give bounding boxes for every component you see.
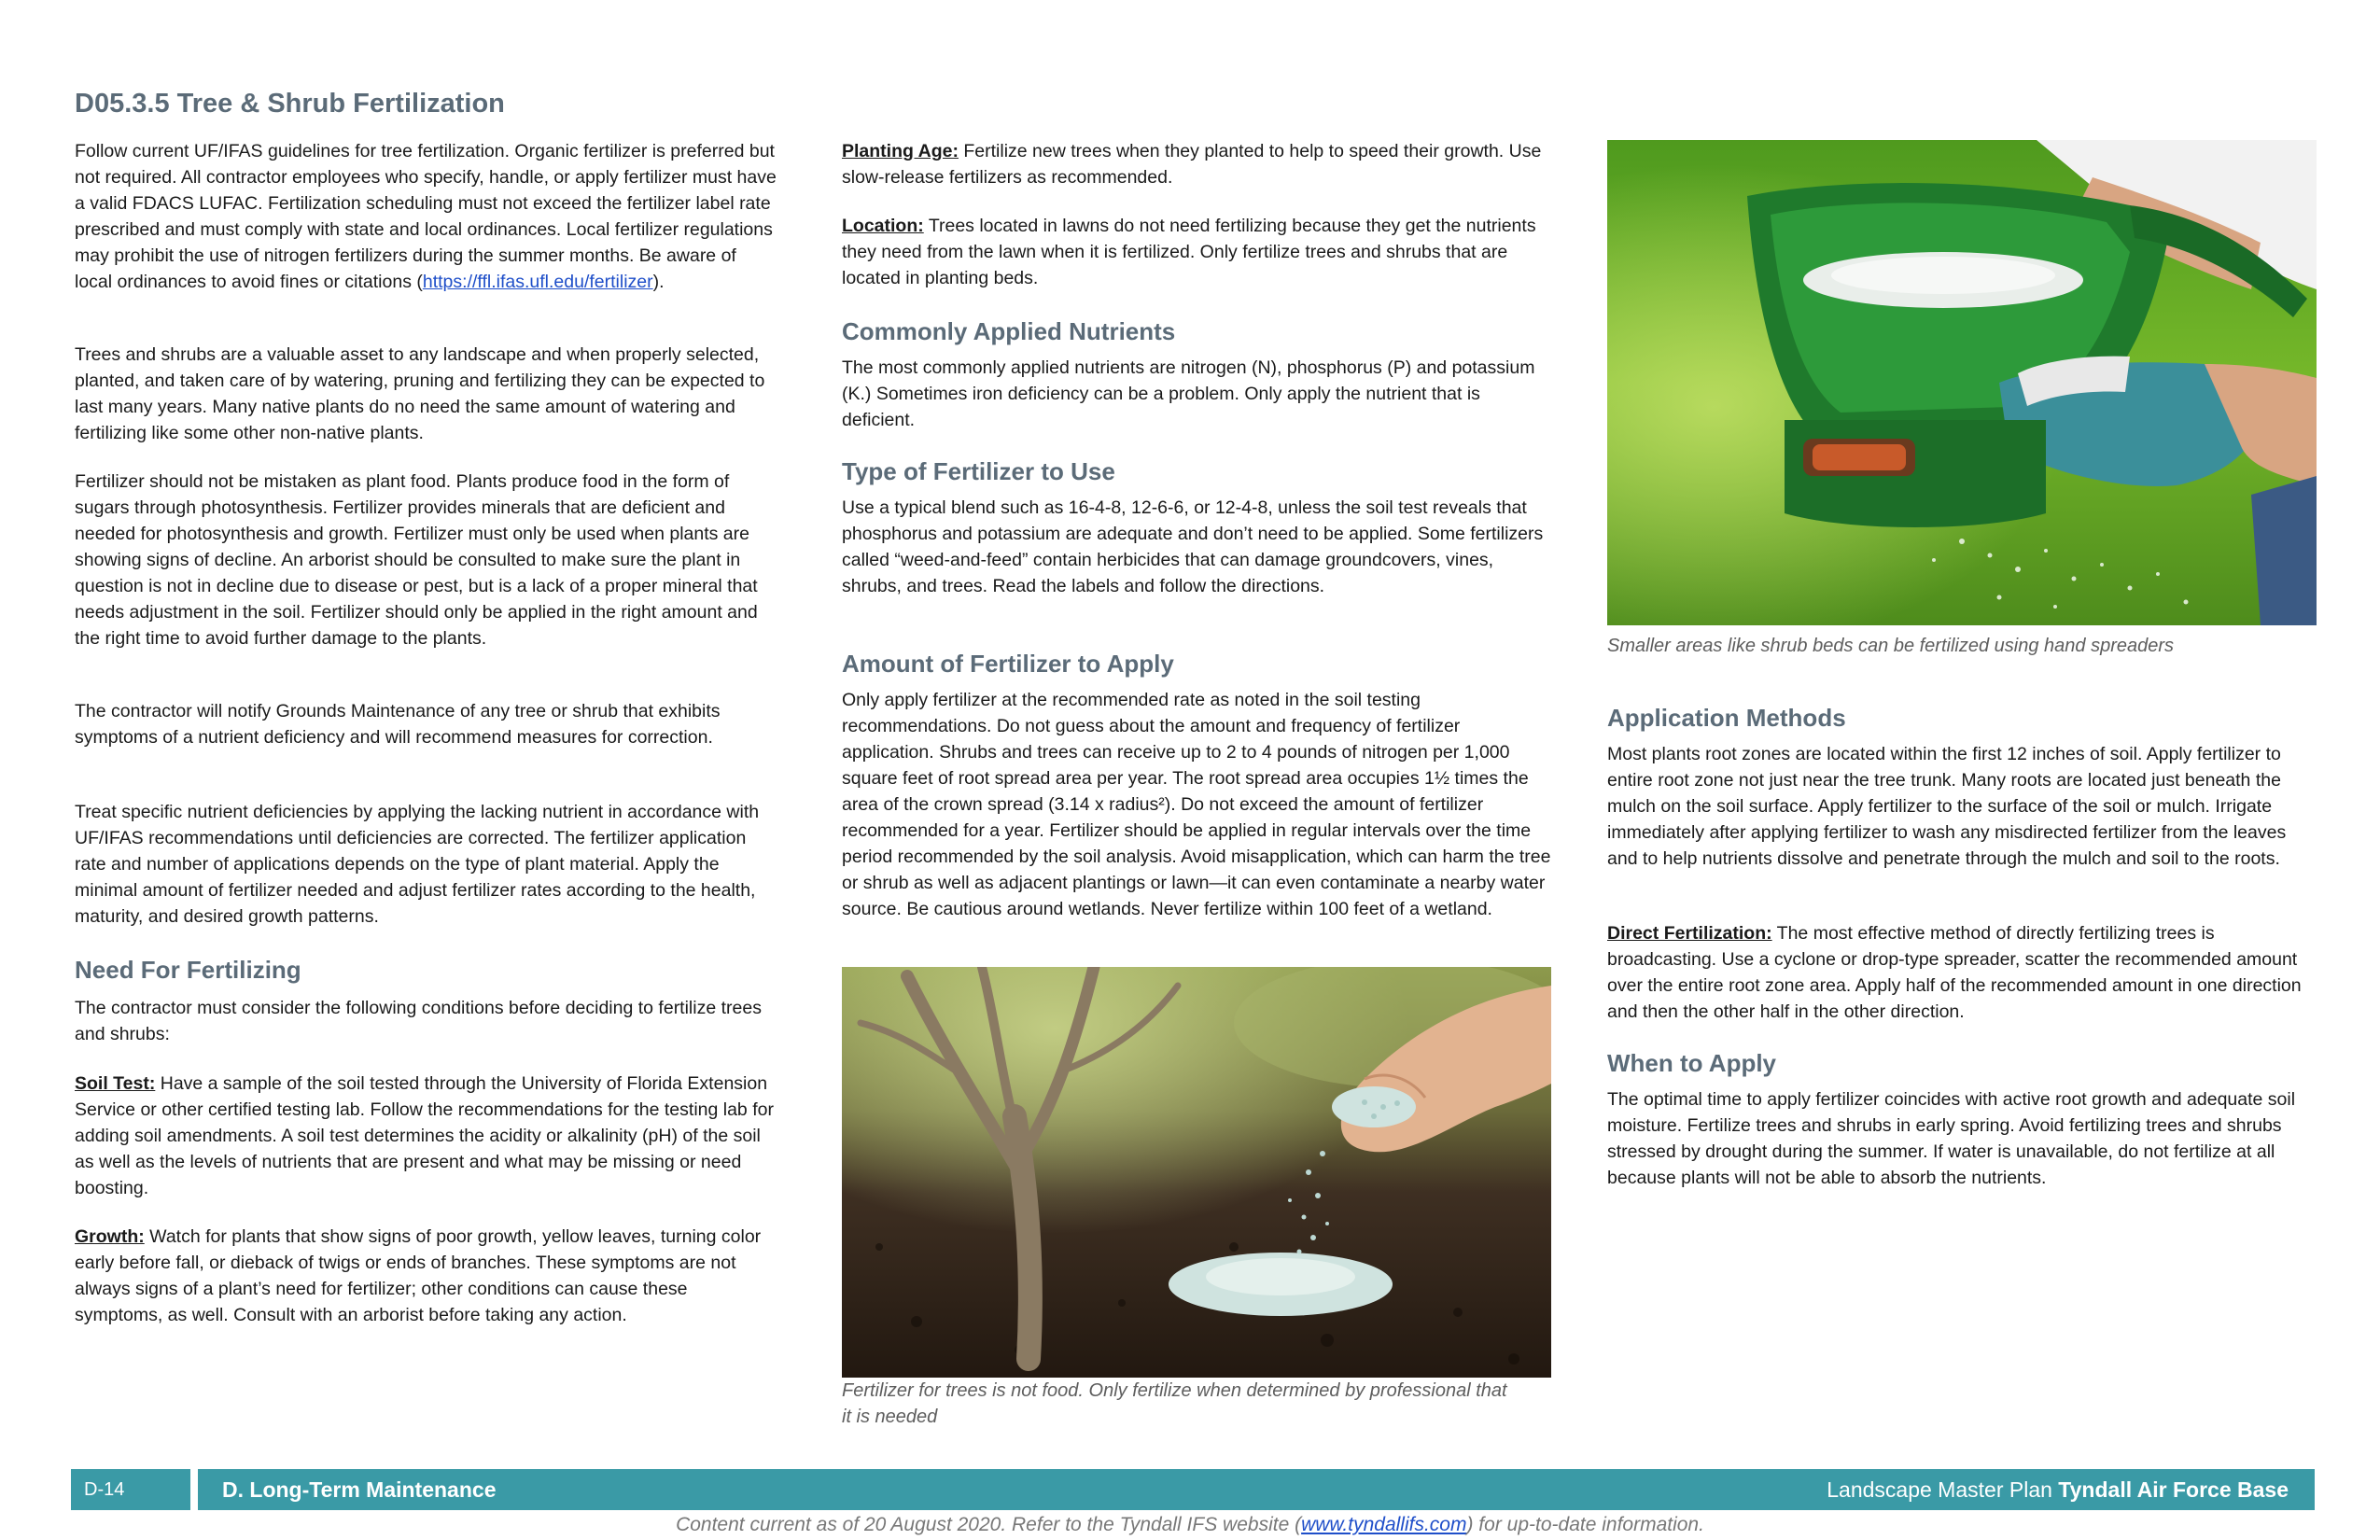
planting-age-paragraph <box>842 138 1553 190</box>
fertilizer-type-heading: Type of Fertilizer to Use <box>842 457 1115 485</box>
amount-heading: Amount of Fertilizer to Apply <box>842 650 1174 678</box>
notice-text-end: ) for up-to-date information. <box>1466 1514 1704 1535</box>
amount-paragraph: Only apply fertilizer at the recommended rate as noted in the soil testing recommendations. Do not guess about the amount and frequency of fertilizer application. Shrubs and trees can receive up to 2 to 4 pounds of nitrogen per 1,000 square feet of root spread area per year. The root spread area occupies 1½ times the area of the crown spread (3.14 x radius²). Do not exceed the amount of fertilizer recommended for a year. Fertilizer should be applied in regular intervals over the time period recommended by the soil analysis. Avoid misapplication, which can harm the tree or shrub as well as adjacent plantings or lawn—it can even contaminate a nearby water source. Be cautious around wetlands. Never fertilize within 100 feet of a wetland. <box>842 690 1551 919</box>
plant-food-paragraph: Fertilizer should not be mistaken as plant food. Plants produce food in the form of sugars through photosynthesis. Fertilizer provides minerals that are deficient and needed for photosynthesis and growth. Fertilizer must only be used when plants are showing signs of decline. An arborist should be consulted to make sure the plant in question is not in decline due to disease or pest, but is a lack of a proper mineral that needs adjustment in the soil. Fertilizer should only be applied in the right amount and the right time to avoid further damage to the plants. <box>75 471 758 649</box>
nutrients-paragraph: The most commonly applied nutrients are nitrogen (N), phosphorus (P) and potassium (K.) Sometimes iron deficiency can be a problem. Only apply the nutrient that is deficient. <box>842 357 1535 430</box>
page-title: D05.3.5 Tree & Shrub Fertilization <box>75 89 505 119</box>
conditions-paragraph: The contractor must consider the following conditions before deciding to fertilize trees and shrubs: <box>75 998 762 1044</box>
planting-age-text: Fertilize new trees when they planted to help to speed their growth. Use slow-release fertilizers as recommended. <box>842 141 1542 188</box>
plan-title <box>1827 1469 2289 1510</box>
intro-text: Follow current UF/IFAS guidelines for tree fertilization. Organic fertilizer is preferred but not required. All contractor employees who specify, handle, or apply fertilizer must have a valid FDACS LUFAC. Fertilization scheduling must not exceed the fertilizer label rate prescribed and must comply with state and local ordinances. Local fertilizer regulations may prohibit the use of nitrogen fertilizers during the summer months. Be aware of local ordinances to avoid fines or citations ( <box>75 141 777 292</box>
tree-photo-caption: Fertilizer for trees is not food. Only fertilize when determined by professional that it is needed <box>842 1380 1507 1427</box>
application-methods-heading: Application Methods <box>1607 704 1846 732</box>
notice-text: Content current as of 20 August 2020. Refer to the Tyndall IFS website ( <box>676 1514 1302 1535</box>
direct-fertilization-text: The most effective method of directly fertilizing trees is broadcasting. Use a cyclone or drop-type spreader, scatter the recommended amount over the entire root zone area. Apply half of the recommended amount in one direction and then the other half in the other direction. <box>1607 923 2302 1022</box>
section-title: D. Long-Term Maintenance <box>222 1477 497 1502</box>
fertilizer-type-paragraph: Use a typical blend such as 16-4-8, 12-6-6, or 12-4-8, unless the soil test reveals that phosphorus and potassium are adequate and don’t need to be applied. Some fertilizers called “weed-and-feed” contain herbicides that can damage groundcovers, vines, shrubs, and trees. Read the labels and follow the directions. <box>842 497 1544 596</box>
soil-test-text: Have a sample of the soil tested through the University of Florida Extension Service or other certified testing lab. Follow the recommendations for the testing lab for adding soil amendments. A soil test determines the acidity or alkalinity (pH) of the soil as well as the levels of nutrients that are present and what may be missing or need boosting. <box>75 1073 774 1198</box>
application-methods-paragraph: Most plants root zones are located within the first 12 inches of soil. Apply fertilizer to entire root zone not just near the tree trunk. Many roots are located just beneath the mulch on the soil surface. Apply fertilizer to the surface of the soil or mulch. Irrigate immediately after applying fertilizer to wash any misdirected fertilizer from the leaves and to help nutrients dissolve and penetrate through the mulch and soil to the roots. <box>1607 744 2287 869</box>
content-notice <box>0 1514 2380 1536</box>
plan-prefix: Landscape Master Plan <box>1827 1477 2059 1502</box>
deficiency-paragraph: Treat specific nutrient deficiencies by applying the lacking nutrient in accordance with UF/IFAS recommendations until deficiencies are corrected. The fertilizer application rate and number of applications depends on the type of plant material. Apply the minimal amount of fertilizer needed and adjust fertilizer rates according to the health, maturity, and desired growth patterns. <box>75 802 760 927</box>
intro-paragraph <box>75 138 777 295</box>
growth-paragraph <box>75 1224 777 1328</box>
location-label: Location: <box>842 216 924 236</box>
spreader-photo-caption: Smaller areas like shrub beds can be fertilized using hand spreaders <box>1607 636 2175 656</box>
when-to-apply-paragraph: The optimal time to apply fertilizer coincides with active root growth and adequate soil moisture. Fertilize trees and shrubs in early spring. Avoid fertilizing trees and shrubs stressed by drought during the summer. If water is unavailable, do not fertilize at all because plants will not be able to absorb the nutrients. <box>1607 1089 2296 1188</box>
soil-test-label: Soil Test: <box>75 1073 156 1094</box>
tree-fertilizer-photo <box>842 967 1551 1378</box>
footer-bar <box>71 1469 2315 1510</box>
hand-spreader-photo <box>1607 140 2317 625</box>
page-number: D-14 <box>84 1479 125 1500</box>
ifas-fertilizer-link[interactable]: https://ffl.ifas.ufl.edu/fertilizer <box>422 272 653 292</box>
assets-paragraph: Trees and shrubs are a valuable asset to any landscape and when properly selected, planted, and taken care of by watering, pruning and fertilizing they can be expected to last many years. Many native plants do no need the same amount of watering and fertilizing like some other non-native plants. <box>75 344 765 443</box>
footer-divider <box>190 1469 198 1510</box>
planting-age-label: Planting Age: <box>842 141 959 161</box>
soil-test-paragraph <box>75 1071 777 1201</box>
location-text: Trees located in lawns do not need fertilizing because they get the nutrients they need from the lawn when it is fertilized. Only fertilize trees and shrubs that are located in planting beds. <box>842 216 1536 288</box>
tyndall-ifs-link[interactable]: www.tyndallifs.com <box>1301 1514 1467 1535</box>
direct-fertilization-label: Direct Fertilization: <box>1607 923 1772 944</box>
direct-fertilization-paragraph <box>1607 920 2317 1025</box>
growth-text: Watch for plants that show signs of poor growth, yellow leaves, turning color early before fall, or dieback of twigs or ends of branches. These symptoms are not always signs of a plant’s need for fertilizer; other conditions can cause these symptoms, as well. Consult with an arborist before taking any action. <box>75 1226 762 1325</box>
nutrients-heading: Commonly Applied Nutrients <box>842 317 1176 345</box>
notify-paragraph: The contractor will notify Grounds Maintenance of any tree or shrub that exhibits symptoms of a nutrient deficiency and will recommend measures for correction. <box>75 701 721 748</box>
intro-text-end: ). <box>652 272 665 292</box>
growth-label: Growth: <box>75 1226 145 1247</box>
base-name: Tyndall Air Force Base <box>2058 1477 2289 1502</box>
need-for-fertilizing-heading: Need For Fertilizing <box>75 956 301 984</box>
when-to-apply-heading: When to Apply <box>1607 1049 1777 1077</box>
location-paragraph <box>842 213 1553 291</box>
